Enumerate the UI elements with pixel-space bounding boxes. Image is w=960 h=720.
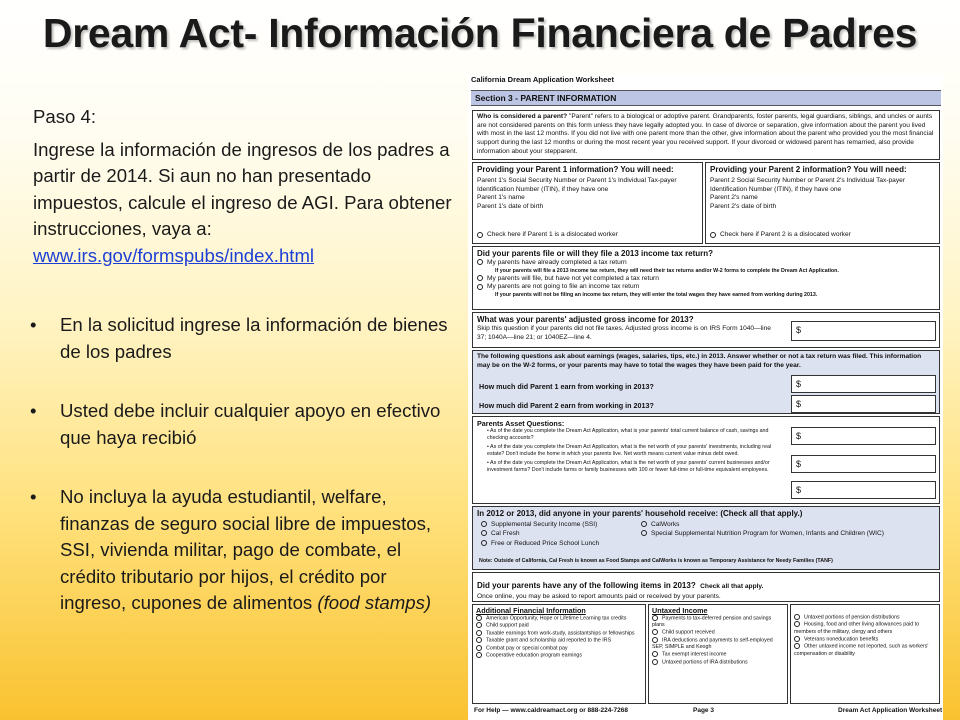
- asset-question: • As of the date you complete the Dream Act Application, what is the net worth of your parents' current businesses and/or investment farms? Don't include farms or family businesses with 100 or fewer full-time or full-time equivalent employees.: [487, 460, 770, 473]
- household-note: Note: Outside of California, Cal Fresh is known as Food Stamps and CalWorks is known as Temporary Assistance for Needy Families (TANF): [479, 558, 833, 564]
- col-item-label: Other untaxed income not reported, such as workers' compensation or disability: [794, 643, 929, 657]
- col-item-label: IRA deductions and payments to self-employed SEP, SIMPLE and Keogh: [652, 637, 773, 651]
- col-item-label: Payments to tax-deferred pension and savings plans: [652, 615, 772, 629]
- radio-button[interactable]: [794, 636, 800, 642]
- parent2-check: [710, 231, 851, 240]
- col-title: Untaxed Income: [652, 606, 708, 615]
- col-item-label: Cooperative education program earnings: [486, 652, 582, 659]
- earnings-intro: The following questions ask about earnings (wages, salaries, tips, etc.) in 2013. Answer whether or not a tax return was filed. This information may be on the W-2 forms, or your parents may have to total the wages they have been paid for the year.: [477, 353, 922, 369]
- col-item: [652, 651, 784, 658]
- bullet-text-main: No incluya la ayuda estudiantil, welfare, finanzas de seguro social libre de impuestos, SSI, vivienda militar, pago de combate, el crédito tributario por hijos, el crédito por ingreso, cupones de alimentos: [60, 486, 432, 613]
- asset-question-text: As of the date you complete the Dream Act Application, what is your parents' total current balance of cash, savings and checking accounts?: [487, 428, 769, 441]
- items2013-sub: Check all that apply.: [700, 583, 764, 590]
- parent2-box: [705, 162, 940, 244]
- radio-button[interactable]: [652, 651, 658, 657]
- bullet-text: En la solicitud ingrese la información de bienes de los padres: [60, 314, 448, 362]
- asset-question: • As of the date you complete the Dream Act Application, what is your parents' total current balance of cash, savings and checking accounts?: [487, 428, 769, 441]
- col-item: [476, 630, 642, 637]
- asset-amount-field[interactable]: $: [791, 455, 936, 473]
- household-item: [641, 530, 884, 539]
- col-item-label: Untaxed portions of IRA distributions: [662, 659, 748, 666]
- radio-button[interactable]: [794, 643, 800, 649]
- bullet-dot-icon: •: [30, 314, 37, 335]
- bullet-item: [30, 312, 450, 365]
- option-label: My parents will file, but have not yet completed a tax return: [487, 274, 659, 282]
- parent1-title: Providing your Parent 1 information? You will need:: [477, 165, 674, 174]
- radio-button[interactable]: [477, 259, 483, 265]
- footer-help: For Help — www.caldreamact.org or 888-224-7268: [474, 707, 629, 714]
- household-box: [472, 506, 940, 570]
- agi-amount-field[interactable]: $: [791, 321, 936, 341]
- household-item-label: Supplemental Security Income (SSI): [491, 521, 598, 528]
- household-item-label: Special Supplemental Nutrition Program for Women, Infants and Children (WIC): [651, 530, 884, 537]
- tax-return-option: [477, 283, 935, 292]
- col-item-label: Child support paid: [486, 622, 529, 629]
- radio-button[interactable]: [476, 645, 482, 651]
- option-label: My parents are not going to file an income tax return: [487, 283, 640, 291]
- parent1-line: Parent 1's date of birth: [477, 203, 544, 211]
- footer-name: Dream Act Application Worksheet: [838, 707, 943, 714]
- radio-button[interactable]: [476, 652, 482, 658]
- parent1-line: Parent 1's Social Security Number or Parent 1's Individual Tax-payer Identification Number (ITIN), if they have one: [477, 177, 677, 193]
- bullet-text-italic: (food stamps): [317, 592, 432, 613]
- asset-question: • As of the date you complete the Dream Act Application, what is the net worth of your parents' investments, including real estate? Don't include the home in which your parents live. Net worth means current value minus debt owed.: [487, 444, 772, 457]
- tax-return-option: [477, 259, 935, 268]
- who-parent-box: [472, 110, 940, 160]
- col-item: [652, 659, 784, 666]
- agi-text: Skip this question if your parents did not file taxes. Adjusted gross income is on IRS Form 1040—line 37; 1040A—line 21; or 1040EZ—line 4.: [477, 325, 771, 341]
- earnings-box: [472, 350, 940, 414]
- radio-button[interactable]: [477, 284, 483, 290]
- bullet-item: [30, 398, 450, 451]
- intro-body: Ingrese la información de ingresos de los padres a partir de 2014. Si aun no han presentado impuestos, calcule el ingreso de AGI. Para obtener instrucciones, vaya a:: [33, 138, 452, 239]
- option-label: My parents have already completed a tax return: [487, 259, 627, 266]
- earnings-q1: How much did Parent 1 earn from working in 2013?: [479, 382, 654, 391]
- tax-return-option: [477, 275, 935, 284]
- col-item: [476, 622, 642, 629]
- step-label: Paso 4:: [33, 106, 97, 127]
- instructions-block: [33, 104, 458, 269]
- bullet-text: Usted debe incluir cualquier apoyo en efectivo que haya recibió: [60, 400, 441, 448]
- col-item-label: American Opportunity, Hope or Lifetime Learning tax credits: [486, 615, 627, 622]
- radio-button[interactable]: [476, 637, 482, 643]
- parent2-line: Parent 2 Social Security Number or Parent 2's Individual Tax-payer Identification Number (ITIN), if they have one: [710, 177, 906, 193]
- parent1-line: Parent 1's name: [477, 194, 525, 202]
- bullet-text: [60, 484, 450, 617]
- parent2-check-label: Check here if Parent 2 is a dislocated worker: [720, 231, 851, 239]
- radio-button[interactable]: [652, 629, 658, 635]
- household-item: [481, 540, 599, 549]
- tax-return-title: Did your parents file or will they file a 2013 income tax return?: [477, 249, 714, 258]
- assets-title: Parents Asset Questions:: [477, 419, 565, 428]
- household-item: [481, 521, 597, 530]
- household-item-label: Cal Fresh: [491, 530, 520, 537]
- parent2-line: Parent 2's date of birth: [710, 203, 777, 211]
- household-item: [481, 530, 520, 539]
- asset-amount-field[interactable]: $: [791, 427, 936, 445]
- radio-button[interactable]: [481, 540, 487, 546]
- col-item-label: Taxable grant and scholarship aid reported to the IRS: [486, 637, 612, 644]
- parent2-earnings-field[interactable]: $: [791, 395, 936, 413]
- radio-button[interactable]: [476, 622, 482, 628]
- tax-return-note: If your parents will not be filing an income tax return, they will enter the total wages they have earned from working during 2013.: [495, 292, 818, 299]
- parent1-check-label: Check here if Parent 1 is a dislocated worker: [487, 231, 618, 239]
- radio-button[interactable]: [476, 630, 482, 636]
- radio-button[interactable]: [481, 530, 487, 536]
- col-item-label: Child support received: [662, 629, 715, 636]
- radio-button[interactable]: [710, 232, 716, 238]
- who-parent-body: "Parent" refers to a biological or adoptive parent. Grandparents, foster parents, legal guardians, siblings, and uncles or aunts are not considered parents on this form unless they have legally adopted you. In case of divorce or separation, give information about the parent you lived with most in the last 12 months. If you did not live with one parent more than the other, give information about the parent who provided you the most financial support during the last 12 months or during the most recent year you received support. If your divorced or widowed parent has remarried, also provide information about your stepparent.: [477, 113, 934, 155]
- parent2-line: Parent 2's name: [710, 194, 758, 202]
- radio-button[interactable]: [641, 530, 647, 536]
- asset-question-text: As of the date you complete the Dream Act Application, what is the net worth of your parents' current businesses and/or investment farms? Don't include farms or family businesses with 100 or fewer full-time or full-time equivalent employees.: [487, 460, 770, 473]
- col-item-label: Untaxed portions of pension distributions: [804, 614, 900, 621]
- items2013-title: Did your parents have any of the following items in 2013?: [477, 581, 696, 590]
- parent1-box: [472, 162, 703, 244]
- additional-info-col: [472, 604, 646, 704]
- agi-box: [472, 312, 940, 348]
- who-parent-title: Who is considered a parent?: [477, 113, 568, 120]
- items2013-box: [472, 572, 940, 602]
- household-item-label: Free or Reduced Price School Lunch: [491, 540, 600, 547]
- bullet-dot-icon: •: [30, 400, 37, 421]
- radio-button[interactable]: [641, 521, 647, 527]
- who-parent-text: [477, 113, 935, 157]
- col-item: [794, 614, 936, 621]
- slide-title: Dream Act- Información Financiera de Padres: [42, 10, 918, 56]
- radio-button[interactable]: [652, 659, 658, 665]
- radio-button[interactable]: [794, 621, 800, 627]
- household-title: In 2012 or 2013, did anyone in your parents' household receive: (Check all that apply.): [477, 509, 803, 518]
- worksheet-section-bar: Section 3 - PARENT INFORMATION: [471, 90, 941, 106]
- asset-amount-field[interactable]: $: [791, 481, 936, 499]
- radio-button[interactable]: [477, 275, 483, 281]
- footer-page: Page 3: [693, 707, 714, 714]
- col-item: [476, 615, 642, 622]
- col-item: [476, 637, 642, 644]
- bullet-dot-icon: •: [30, 486, 37, 507]
- col-item: [794, 621, 936, 635]
- household-item: [641, 521, 679, 530]
- col-item-label: Taxable earnings from work-study, assistantships or fellowships: [486, 630, 635, 637]
- radio-button[interactable]: [794, 614, 800, 620]
- col-item: [794, 643, 936, 657]
- col-item: [476, 652, 642, 659]
- assets-box: [472, 416, 940, 504]
- worksheet-image: [468, 74, 943, 720]
- bullet-item: [30, 484, 450, 617]
- tax-return-note: If your parents will file a 2013 income tax return, they will need their tax returns and/or W-2 forms to complete the Dream Act Application.: [495, 267, 839, 274]
- parent1-earnings-field[interactable]: $: [791, 375, 936, 393]
- col-item-label: Veterans noneducation benefits: [804, 636, 879, 643]
- col-item-label: Housing, food and other living allowances paid to members of the military, clergy and others: [794, 621, 920, 635]
- untaxed-income-col: [648, 604, 788, 704]
- col-title: Additional Financial Information: [476, 606, 586, 615]
- radio-button[interactable]: [476, 615, 482, 621]
- col-item: [652, 615, 784, 629]
- tax-return-box: [472, 246, 940, 310]
- col-item: [652, 637, 784, 651]
- asset-question-text: As of the date you complete the Dream Act Application, what is the net worth of your parents' investments, including real estate? Don't include the home in which your parents live. Net worth means current value minus debt owed.: [487, 444, 772, 457]
- irs-link[interactable]: www.irs.gov/formspubs/index.html: [33, 244, 315, 266]
- col-item-label: Combat pay or special combat pay: [486, 645, 568, 652]
- other-untaxed-col: [790, 604, 940, 704]
- col-item: [794, 636, 936, 643]
- col-item: [476, 645, 642, 652]
- agi-title: What was your parents' adjusted gross income for 2013?: [477, 315, 694, 324]
- radio-button[interactable]: [652, 615, 658, 621]
- earnings-q2: How much did Parent 2 earn from working in 2013?: [479, 401, 654, 410]
- parent2-title: Providing your Parent 2 information? You will need:: [710, 165, 907, 174]
- items2013-heading: [477, 575, 935, 593]
- col-item: [652, 629, 784, 636]
- parent1-check: [477, 231, 618, 240]
- radio-button[interactable]: [481, 521, 487, 527]
- worksheet-header: California Dream Application Worksheet: [471, 75, 614, 84]
- col-item-label: Tax exempt interest income: [662, 651, 727, 658]
- intro-text: [33, 137, 458, 270]
- radio-button[interactable]: [477, 232, 483, 238]
- items2013-line: Once online, you may be asked to report amounts paid or received by your parents.: [477, 593, 721, 600]
- household-item-label: CalWorks: [651, 521, 680, 528]
- radio-button[interactable]: [652, 637, 658, 643]
